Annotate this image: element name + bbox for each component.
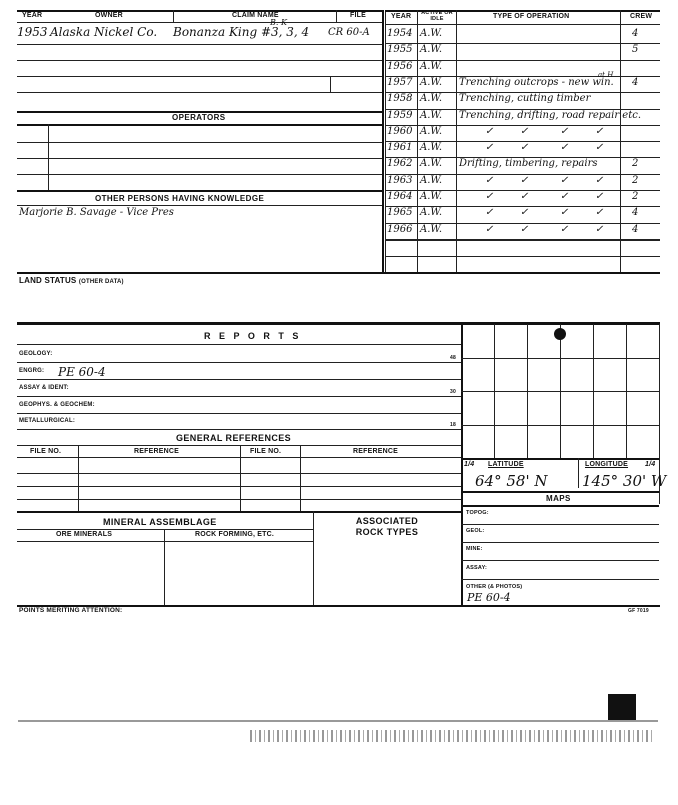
history-status: A.W.: [420, 44, 443, 56]
mineral-assemblage-title: MINERAL ASSEMBLAGE: [103, 517, 217, 527]
history-year: 1965: [387, 207, 413, 219]
ditto-mark: ✓: [560, 174, 569, 186]
ditto-mark: ✓: [595, 223, 604, 235]
ditto-mark: ✓: [485, 207, 494, 219]
history-year: 1959: [387, 109, 413, 121]
history-year: 1961: [387, 142, 413, 154]
scan-artifact-line: [18, 720, 658, 722]
ditto-mark: ✓: [560, 207, 569, 219]
history-type: Drifting, timbering, repairs: [459, 158, 598, 170]
maps-row-label: MINE:: [466, 546, 483, 552]
ditto-mark: ✓: [520, 223, 529, 235]
report-number: 48: [450, 355, 456, 361]
operators-label: OPERATORS: [172, 113, 226, 122]
associated-rock-types-header: ASSOCIATED ROCK TYPES: [355, 516, 419, 537]
report-number: 30: [450, 389, 456, 395]
history-status: A.W.: [420, 109, 443, 121]
header-owner: OWNER: [95, 12, 123, 19]
owner-file: CR 60-A: [328, 27, 370, 38]
latitude-prefix: 1/4: [464, 461, 475, 468]
report-label: ENGRG:: [19, 368, 45, 374]
ditto-mark: ✓: [520, 174, 529, 186]
claim-superscript: B. K: [270, 18, 287, 27]
ref-header-reference-2: REFERENCE: [353, 448, 398, 455]
longitude-suffix: 1/4: [645, 461, 656, 468]
report-label: GEOLOGY:: [19, 351, 53, 357]
history-status: A.W.: [420, 158, 443, 170]
ore-minerals-header: ORE MINERALS: [56, 531, 113, 538]
scan-artifact-noise: [250, 730, 655, 742]
history-type-superscript: at H: [598, 70, 614, 79]
report-label: GEOPHYS. & GEOCHEM:: [19, 402, 95, 408]
history-header-active-idle: ACTIVE OR IDLE: [421, 10, 453, 22]
ditto-mark: ✓: [560, 125, 569, 137]
other-persons-label: OTHER PERSONS HAVING KNOWLEDGE: [95, 194, 265, 203]
other-person-entry: Marjorie B. Savage - Vice Pres: [19, 207, 174, 218]
history-header-type: TYPE OF OPERATION: [493, 13, 570, 20]
history-crew: 4: [632, 207, 639, 219]
ditto-mark: ✓: [520, 191, 529, 202]
history-status: A.W.: [420, 125, 443, 137]
maps-row-label: OTHER (& PHOTOS): [466, 584, 523, 590]
other-maps-value: PE 60-4: [467, 591, 511, 604]
ditto-mark: ✓: [485, 223, 494, 235]
history-crew: 4: [632, 76, 639, 88]
maps-title: MAPS: [546, 494, 571, 503]
land-status-label: LAND STATUS (OTHER DATA): [19, 276, 124, 285]
history-crew: 2: [632, 174, 639, 186]
history-status: A.W.: [420, 28, 443, 39]
report-number: 18: [450, 422, 456, 428]
ditto-mark: ✓: [595, 207, 604, 219]
history-status: A.W.: [420, 174, 443, 186]
ditto-mark: ✓: [485, 142, 494, 154]
longitude-label: LONGITUDE: [585, 461, 629, 468]
history-status: A.W.: [420, 60, 443, 72]
land-status-divider: [17, 272, 660, 274]
owner-year: 1953: [17, 25, 48, 39]
history-status: A.W.: [420, 142, 443, 154]
history-year: 1963: [387, 174, 413, 186]
longitude-value: 145° 30' W: [582, 472, 667, 490]
header-year: YEAR: [22, 12, 43, 19]
history-type: Trenching, cutting timber: [459, 93, 591, 105]
history-status: A.W.: [420, 207, 443, 219]
report-label: ASSAY & IDENT:: [19, 385, 69, 391]
location-marker-icon: [554, 328, 566, 340]
history-year: 1956: [387, 60, 413, 72]
ditto-mark: ✓: [485, 191, 494, 202]
scan-registration-mark: [608, 694, 636, 720]
ref-header-file-no-2: FILE NO.: [250, 448, 282, 455]
ref-header-file-no-1: FILE NO.: [30, 448, 62, 455]
history-year: 1954: [387, 28, 413, 39]
report-label: METALLURGICAL:: [19, 418, 76, 424]
ditto-mark: ✓: [595, 191, 604, 202]
rock-forming-header: ROCK FORMING, ETC.: [195, 531, 275, 538]
history-status: A.W.: [420, 223, 443, 235]
owner-name: Alaska Nickel Co.: [50, 25, 158, 39]
ditto-mark: ✓: [595, 142, 604, 154]
points-meriting-attention-label: POINTS MERITING ATTENTION:: [19, 607, 123, 614]
history-type: Trenching outcrops - new win.: [459, 76, 614, 88]
maps-row-label: GEOL:: [466, 528, 485, 534]
ditto-mark: ✓: [595, 174, 604, 186]
header-claim-name: CLAIM NAME: [232, 12, 279, 19]
ditto-mark: ✓: [560, 142, 569, 154]
claim-name-value: Bonanza King #3, 3, 4: [173, 25, 310, 39]
history-year: 1966: [387, 223, 413, 235]
history-crew: 5: [632, 44, 639, 56]
ref-header-reference-1: REFERENCE: [134, 448, 179, 455]
history-year: 1955: [387, 44, 413, 56]
ditto-mark: ✓: [485, 174, 494, 186]
report-value: PE 60-4: [58, 365, 106, 379]
history-status: A.W.: [420, 93, 443, 105]
history-year: 1962: [387, 158, 413, 170]
history-status: A.W.: [420, 191, 443, 202]
history-header-crew: CREW: [630, 13, 653, 20]
maps-row-label: ASSAY:: [466, 565, 488, 571]
history-crew: 4: [632, 28, 639, 39]
reports-title: R E P O R T S: [204, 331, 302, 341]
history-header-year: YEAR: [391, 13, 412, 20]
history-year: 1957: [387, 76, 413, 88]
latitude-label: LATITUDE: [488, 461, 524, 468]
maps-row-label: TOPOG:: [466, 510, 489, 516]
ditto-mark: ✓: [520, 207, 529, 219]
ditto-mark: ✓: [520, 125, 529, 137]
form-number: GF 7019: [628, 608, 649, 614]
history-type: Trenching, drifting, road repair etc.: [459, 109, 642, 121]
ditto-mark: ✓: [485, 125, 494, 137]
history-status: A.W.: [420, 76, 443, 88]
history-crew: 2: [632, 191, 639, 202]
history-year: 1964: [387, 191, 413, 202]
general-references-title: GENERAL REFERENCES: [176, 433, 292, 443]
latitude-value: 64° 58' N: [475, 472, 548, 490]
history-crew: 4: [632, 223, 639, 235]
history-year: 1958: [387, 93, 413, 105]
history-crew: 2: [632, 158, 639, 170]
ditto-mark: ✓: [560, 191, 569, 202]
ditto-mark: ✓: [560, 223, 569, 235]
ditto-mark: ✓: [595, 125, 604, 137]
ditto-mark: ✓: [520, 142, 529, 154]
history-year: 1960: [387, 125, 413, 137]
header-file: FILE: [350, 12, 366, 19]
